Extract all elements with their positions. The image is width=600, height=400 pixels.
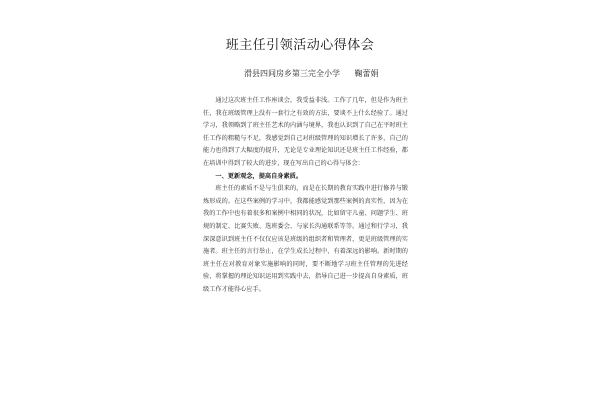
body-paragraph-intro: 通过这次班主任工作座谈会，我受益非浅。工作了几年，但是作为班主任，我在班级管理上没有一套行之有效的方法，要谈不上什么经验了。通过学习，我领略到了班主任艺术的内涵与境界，我也认识到了自己在平时班主任工作的粗糙与不足，我感觉到自己对班级管理的知识增长了许多，自己的能力也得到了大幅度的提升，无论是专业理论知识还是班主任工作经验，都在培训中得到了较大的进步，现在写出自己的心得与体会： [203, 97, 408, 167]
document-title: 班主任引领活动心得体会 [225, 38, 375, 53]
document-body [203, 95, 408, 297]
byline-author: 鞠蕾娟 [354, 69, 379, 78]
section-heading: 一、更新观念，提高自身素质。 [215, 172, 303, 180]
byline-school: 滑县四间房乡第三完全小学 [244, 69, 340, 78]
body-paragraph-section-1: 班主任的素质不是与生俱来的，而是在长期的教育实践中进行修养与锻炼形成的。在这些案例的学习中，我都能感觉到那些案例的真实性，因为在我的工作中也有着很多和案例中相同的状况，比如留守儿童、问题学生、班规的制定、比赛失败、选班委会、与家长沟通联系等等。通过和行学习，我深深意识到班主任不仅仅应该是班级的组织者和管理者，更是班级管理的实施者。班主任的言行举止，在学生成长过程中，有着深远的影响。新时期的班主任在对教育对象实施影响的同时，要不断地学习班主任管理的先进经验，将掌握的理论知识运用到实践中去，指导自己进一步提高自身素质，班级工作才能得心应手。 [203, 185, 408, 293]
byline [244, 68, 404, 79]
